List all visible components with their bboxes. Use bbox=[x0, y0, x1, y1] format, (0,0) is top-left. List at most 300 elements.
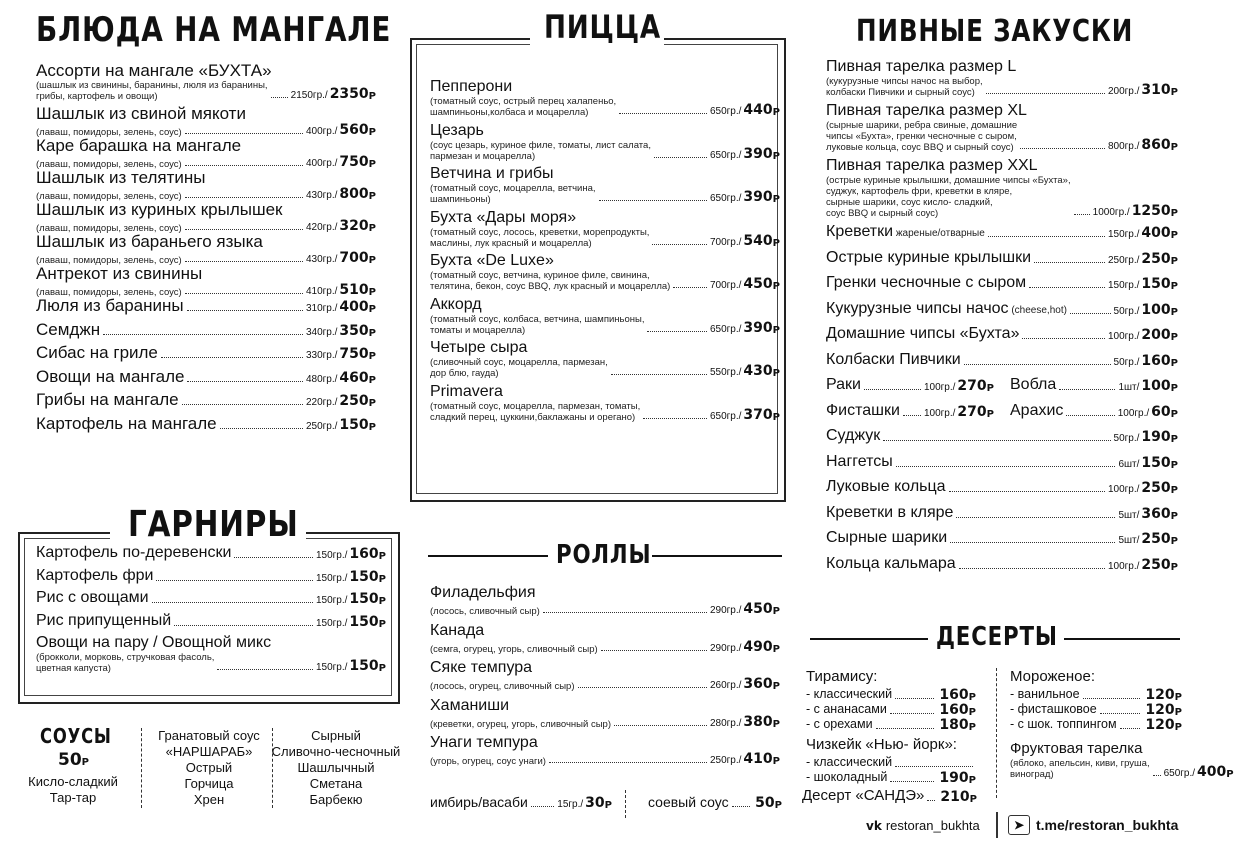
item-price: 150 bbox=[349, 613, 379, 630]
currency-sign: Р bbox=[1174, 707, 1182, 718]
dot-leader bbox=[220, 428, 303, 429]
roll-item bbox=[430, 734, 780, 767]
currency-sign: Р bbox=[1170, 208, 1178, 219]
item-weight: 100гр./ bbox=[1107, 560, 1140, 572]
item-price: 390 bbox=[743, 145, 773, 162]
item-price: 440 bbox=[743, 102, 773, 118]
currency-sign: Р bbox=[368, 374, 376, 386]
item-name: Шашлык из телятины bbox=[36, 168, 206, 187]
mangal-item bbox=[36, 233, 376, 266]
item-name: Шашлык из бараньего языка bbox=[36, 232, 263, 251]
item-weight: 250гр./ bbox=[709, 755, 742, 766]
sauce-name: Гранатовый соус bbox=[158, 728, 260, 743]
dot-leader bbox=[1100, 713, 1141, 714]
currency-sign: Р bbox=[968, 722, 976, 733]
item-name: Кольца кальмара bbox=[826, 554, 956, 572]
item-price-row bbox=[430, 640, 780, 655]
item-description: (креветки, огурец, угорь, сливочный сыр) bbox=[430, 718, 611, 730]
item-price: 250 bbox=[1141, 531, 1171, 547]
item-description: (томатный соус, моцарелла, пармезан, томаты, сладкий перец, цуккини,баклажаны и орегано) bbox=[430, 400, 641, 423]
item-price: 180 bbox=[939, 717, 969, 733]
pizza-item bbox=[430, 339, 780, 379]
item-name: Филадельфия bbox=[430, 584, 536, 601]
currency-sign: Р bbox=[1170, 485, 1178, 496]
dot-leader bbox=[152, 602, 313, 603]
item-price: 1250 bbox=[1131, 203, 1171, 219]
item-weight: 150гр./ bbox=[315, 595, 348, 606]
menu-item-row bbox=[826, 274, 1178, 292]
item-name: Шашлык из куриных крылышек bbox=[36, 200, 283, 219]
item-name: Четыре сыра bbox=[430, 339, 528, 356]
currency-sign: Р bbox=[1174, 722, 1182, 733]
garnish-item bbox=[36, 567, 386, 585]
currency-sign: Р bbox=[772, 281, 780, 292]
item-description: (кукурузные чипсы начос на выбор, колбаски Пивчики и сырный соус) bbox=[826, 76, 983, 98]
item-price-row bbox=[826, 175, 1178, 219]
item-weight: 650гр./ bbox=[1163, 768, 1196, 779]
dot-leader bbox=[864, 389, 921, 390]
mangal-item bbox=[36, 265, 376, 298]
beer-item bbox=[826, 223, 1178, 241]
item-price: 250 bbox=[1141, 556, 1171, 573]
item-description: (семга, огурец, угорь, сливочный сыр) bbox=[430, 643, 598, 655]
item-name: Антрекот из свинины bbox=[36, 264, 203, 283]
dot-leader bbox=[1066, 415, 1114, 416]
dot-leader bbox=[161, 357, 303, 358]
dot-leader bbox=[986, 93, 1105, 94]
currency-sign: Р bbox=[1170, 306, 1178, 318]
item-weight: 650гр./ bbox=[709, 149, 742, 161]
menu-item-row bbox=[826, 478, 1178, 496]
item-weight: 800гр./ bbox=[1107, 141, 1140, 152]
menu-item-row bbox=[826, 351, 1178, 369]
beer-pair-row bbox=[826, 376, 1178, 398]
dot-leader bbox=[185, 229, 303, 230]
menu-item-row bbox=[826, 249, 1178, 267]
item-price-row bbox=[430, 227, 780, 249]
beer-item bbox=[826, 58, 1178, 98]
dot-leader bbox=[927, 800, 935, 801]
item-price: 160 bbox=[1141, 352, 1171, 369]
item-price: 400 bbox=[339, 299, 369, 315]
item-weight: 50гр./ bbox=[1113, 433, 1140, 444]
menu-item-row bbox=[36, 368, 376, 386]
item-weight: 150гр./ bbox=[315, 662, 348, 673]
sauces-col1 bbox=[0, 774, 146, 806]
item-name: Пивная тарелка размер XXL bbox=[826, 157, 1038, 174]
item-price: 120 bbox=[1145, 687, 1175, 703]
sauce-name: Шашлычный bbox=[297, 760, 375, 775]
sauces-title: СОУСЫ bbox=[40, 724, 112, 748]
item-price: 370 bbox=[743, 406, 773, 423]
item-price-row bbox=[430, 602, 780, 617]
rolls-extra-ginger: имбирь/васаби 15гр./ 30 Р bbox=[430, 794, 612, 811]
menu-item-row bbox=[36, 544, 386, 562]
item-name: Фисташки bbox=[826, 401, 900, 419]
item-name: Наггетсы bbox=[826, 452, 893, 470]
item-description: (соус цезарь, куриное филе, томаты, лист салата, пармезан и моцарелла) bbox=[430, 139, 651, 162]
mangal-item bbox=[36, 391, 376, 409]
tg-link[interactable] bbox=[1008, 815, 1178, 835]
rolls-title: РОЛЛЫ bbox=[556, 540, 652, 570]
rolls-rule-right bbox=[652, 555, 782, 557]
pizza-title: ПИЦЦА bbox=[544, 8, 662, 46]
menu-item-row bbox=[36, 297, 376, 315]
item-description: (лаваш, помидоры, зелень, соус) bbox=[36, 287, 182, 298]
item-name: Овощи на пару / Овощной микс bbox=[36, 634, 272, 651]
item-weight: 480гр./ bbox=[305, 373, 338, 385]
mangal-title: БЛЮДА НА МАНГАЛЕ bbox=[36, 10, 392, 50]
pizza-item bbox=[430, 383, 780, 423]
currency-sign: Р bbox=[1170, 87, 1178, 98]
dot-leader bbox=[647, 331, 706, 332]
item-weight: 200гр./ bbox=[1107, 86, 1140, 97]
beer-pair-right bbox=[1010, 376, 1178, 394]
item-price: 360 bbox=[1141, 505, 1171, 522]
item-weight: 430гр./ bbox=[305, 190, 338, 201]
item-name: Пивная тарелка размер XL bbox=[826, 102, 1027, 119]
mangal-item bbox=[36, 415, 376, 433]
item-name: Шашлык из свиной мякоти bbox=[36, 104, 246, 123]
currency-sign: Р bbox=[772, 718, 780, 730]
item-weight: 50гр./ bbox=[1113, 356, 1140, 368]
desserts-divider bbox=[996, 668, 997, 798]
dot-leader bbox=[964, 364, 1111, 365]
item-name: Сырные шарики bbox=[826, 529, 948, 546]
beer-item bbox=[826, 529, 1178, 547]
item-description: (томатный соус, лосось, креветки, морепродукты, маслины, лук красный и моцарелла) bbox=[430, 226, 650, 249]
pizza-item bbox=[430, 296, 780, 336]
tg-handle: t.me/restoran_bukhta bbox=[1036, 817, 1179, 833]
item-price: 860 bbox=[1141, 137, 1171, 153]
dessert-group-title: Мороженое: bbox=[1010, 668, 1096, 685]
vk-handle: restoran_bukhta bbox=[885, 818, 980, 833]
item-description: (лаваш, помидоры, зелень, соус) bbox=[36, 223, 182, 234]
item-price-row bbox=[430, 715, 780, 730]
rolls-list bbox=[430, 584, 780, 774]
item-name: Канада bbox=[430, 621, 485, 639]
currency-sign: Р bbox=[772, 606, 780, 617]
item-name: Колбаски Пивчики bbox=[826, 350, 961, 368]
item-price: 390 bbox=[743, 189, 773, 205]
item-weight: 150гр./ bbox=[1107, 229, 1140, 240]
beer-item bbox=[826, 555, 1178, 573]
item-price: 410 bbox=[743, 751, 773, 767]
item-description: (лаваш, помидоры, зелень, соус) bbox=[36, 191, 182, 202]
mangal-item bbox=[36, 201, 376, 234]
mangal-item bbox=[36, 368, 376, 386]
item-name: Грибы на мангале bbox=[36, 390, 179, 409]
item-weight: 700гр./ bbox=[709, 236, 742, 248]
item-description: (томатный соус, колбаса, ветчина, шампиньоны, томаты и моцарелла) bbox=[430, 313, 645, 336]
currency-sign: Р bbox=[772, 107, 780, 118]
dot-leader bbox=[217, 669, 313, 670]
currency-sign: Р bbox=[1226, 769, 1234, 780]
item-price: 390 bbox=[743, 319, 773, 336]
pizza-item bbox=[430, 122, 780, 162]
beer-item bbox=[826, 504, 1178, 522]
mangal-item bbox=[36, 62, 376, 102]
item-weight: 250гр./ bbox=[1107, 254, 1140, 266]
item-name: Раки bbox=[826, 376, 861, 393]
dot-leader bbox=[903, 415, 921, 416]
rolls-extra-divider bbox=[625, 790, 626, 818]
dot-leader bbox=[1029, 287, 1105, 288]
dot-leader bbox=[187, 381, 302, 382]
dot-leader bbox=[890, 713, 935, 714]
item-price: 190 bbox=[1141, 429, 1171, 445]
telegram-icon: ➤ bbox=[1008, 815, 1030, 835]
beer-list bbox=[826, 58, 1178, 608]
currency-sign: Р bbox=[1170, 561, 1178, 573]
item-weight: 650гр./ bbox=[709, 106, 742, 117]
item-weight: 340гр./ bbox=[305, 326, 338, 338]
item-price: 460 bbox=[339, 369, 369, 386]
dot-leader bbox=[185, 165, 303, 166]
currency-sign: Р bbox=[772, 411, 780, 423]
dessert-group-title: Чизкейк «Нью- йорк»: bbox=[806, 736, 957, 753]
item-weight: 280гр./ bbox=[709, 717, 742, 729]
currency-sign: Р bbox=[368, 398, 376, 409]
sauces-col2 bbox=[146, 728, 272, 808]
item-name: Сибас на гриле bbox=[36, 343, 158, 362]
item-description: (брокколи, морковь, стручковая фасоль, цветная капуста) bbox=[36, 652, 215, 674]
item-price-row bbox=[430, 314, 780, 336]
menu-item-row bbox=[36, 344, 376, 362]
item-weight: 150гр./ bbox=[315, 617, 348, 629]
dot-leader bbox=[652, 244, 707, 245]
item-price: 800 bbox=[339, 186, 369, 202]
item-weight: 260гр./ bbox=[709, 680, 742, 691]
item-weight: 50гр./ bbox=[1113, 305, 1140, 317]
item-name: Картофель на мангале bbox=[36, 413, 217, 433]
mangal-item bbox=[36, 344, 376, 362]
dot-leader bbox=[185, 293, 303, 294]
item-name: Пивная тарелка размер L bbox=[826, 58, 1017, 75]
pizza-item bbox=[430, 252, 780, 292]
dot-leader bbox=[543, 612, 707, 613]
currency-sign: Р bbox=[368, 421, 376, 433]
beer-item bbox=[826, 157, 1178, 219]
sauces-price: 50Р bbox=[58, 750, 90, 770]
sauce-name: Кисло-сладкий bbox=[28, 774, 118, 789]
item-description: (угорь, огурец, соус унаги) bbox=[430, 756, 546, 767]
dot-leader bbox=[601, 650, 707, 651]
dessert-item bbox=[1010, 715, 1182, 733]
pizza-item bbox=[430, 209, 780, 249]
desserts-left bbox=[802, 668, 977, 818]
desserts-rule-left bbox=[810, 638, 928, 640]
desserts-rule-right bbox=[1064, 638, 1180, 640]
item-weight: 410гр./ bbox=[305, 286, 338, 297]
menu-item-row bbox=[36, 321, 376, 339]
item-weight: 700гр./ bbox=[709, 280, 742, 291]
item-price: 380 bbox=[743, 713, 773, 730]
item-price: 270 bbox=[957, 403, 987, 420]
item-name: Каре барашка на мангале bbox=[36, 136, 242, 155]
item-weight: 290гр./ bbox=[709, 642, 742, 654]
item-name: Кукурузные чипсы начос (cheese,hot) bbox=[826, 299, 1067, 317]
item-weight: 650гр./ bbox=[709, 193, 742, 204]
item-name: Бухта «De Luxe» bbox=[430, 252, 554, 269]
dot-leader bbox=[614, 725, 707, 726]
item-name: Рис с овощами bbox=[36, 589, 149, 606]
item-weight: 430гр./ bbox=[305, 254, 338, 265]
currency-sign: Р bbox=[1170, 255, 1178, 267]
currency-sign: Р bbox=[1170, 510, 1178, 522]
currency-sign: Р bbox=[772, 643, 780, 655]
garnish-title: ГАРНИРЫ bbox=[128, 504, 299, 545]
item-name: Семджн bbox=[36, 319, 101, 339]
beer-pair-right bbox=[1010, 402, 1178, 420]
item-price: 160 bbox=[939, 687, 969, 703]
item-price: 320 bbox=[339, 218, 369, 234]
menu-item-row bbox=[826, 453, 1178, 471]
item-price: 160 bbox=[939, 702, 969, 718]
item-description: (лосось, сливочный сыр) bbox=[430, 606, 540, 617]
sauce-name: Тар-тар bbox=[49, 790, 97, 805]
garnish-item bbox=[36, 612, 386, 630]
beer-title: ПИВНЫЕ ЗАКУСКИ bbox=[856, 14, 1134, 49]
currency-sign: Р bbox=[378, 551, 386, 562]
currency-sign: Р bbox=[378, 618, 386, 630]
item-price-row bbox=[826, 120, 1178, 153]
currency-sign: Р bbox=[368, 255, 376, 266]
item-weight: 250гр./ bbox=[305, 420, 338, 432]
item-weight: 1шт/ bbox=[1118, 382, 1140, 393]
roll-item bbox=[430, 697, 780, 730]
item-description: (сливочный соус, моцарелла, пармезан, дор блю, гауда) bbox=[430, 357, 608, 379]
beer-item bbox=[826, 300, 1178, 318]
mangal-item bbox=[36, 105, 376, 138]
item-name: Рис припущенный bbox=[36, 611, 172, 629]
dot-leader bbox=[1059, 389, 1115, 390]
item-weight: 100гр./ bbox=[923, 407, 956, 419]
item-name: Острые куриные крылышки bbox=[826, 248, 1032, 266]
dot-leader bbox=[896, 466, 1116, 467]
item-name: Пепперони bbox=[430, 78, 513, 95]
dot-leader bbox=[1034, 262, 1105, 263]
currency-sign: Р bbox=[968, 707, 976, 718]
beer-item bbox=[826, 351, 1178, 369]
beer-item bbox=[826, 427, 1178, 445]
dot-leader bbox=[1022, 338, 1105, 339]
item-name: Креветки жареные/отварные bbox=[826, 223, 985, 240]
item-price-row bbox=[430, 140, 780, 162]
item-weight: 400гр./ bbox=[305, 158, 338, 169]
currency-sign: Р bbox=[368, 159, 376, 170]
item-price: 310 bbox=[1141, 82, 1171, 98]
beer-item bbox=[826, 325, 1178, 343]
item-price: 250 bbox=[339, 393, 369, 409]
item-weight: 420гр./ bbox=[305, 222, 338, 233]
item-weight: 6шт/ bbox=[1118, 458, 1140, 470]
dessert-item bbox=[806, 715, 976, 733]
item-note: (cheese,hot) bbox=[1008, 304, 1067, 316]
dot-leader bbox=[890, 781, 934, 782]
item-price: 490 bbox=[743, 638, 773, 655]
item-weight: 650гр./ bbox=[709, 410, 742, 422]
item-name: - ванильное bbox=[1010, 687, 1080, 701]
item-weight: 400гр./ bbox=[305, 126, 338, 137]
dot-leader bbox=[654, 157, 707, 158]
item-price: 750 bbox=[339, 346, 369, 362]
item-description: (лосось, огурец, сливочный сыр) bbox=[430, 681, 575, 692]
currency-sign: Р bbox=[1170, 408, 1178, 420]
sauces-divider-1 bbox=[141, 728, 142, 808]
item-name: Картофель по-деревенски bbox=[36, 544, 232, 561]
item-weight: 150гр./ bbox=[315, 550, 348, 561]
currency-sign: Р bbox=[968, 692, 976, 703]
item-price: 190 bbox=[939, 770, 969, 786]
item-name: Хаманиши bbox=[430, 696, 510, 714]
menu-item-row bbox=[826, 555, 1178, 573]
menu-item-row bbox=[36, 589, 386, 607]
mangal-item bbox=[36, 137, 376, 170]
currency-sign: Р bbox=[1170, 142, 1178, 153]
item-price: 150 bbox=[339, 416, 369, 433]
dot-leader bbox=[1083, 698, 1141, 699]
currency-sign: Р bbox=[368, 223, 376, 234]
currency-sign: Р bbox=[969, 794, 977, 805]
currency-sign: Р bbox=[986, 408, 994, 420]
item-name: Ассорти на мангале «БУХТА» bbox=[36, 61, 272, 80]
menu-item-row bbox=[36, 567, 386, 585]
beer-item bbox=[826, 274, 1178, 292]
currency-sign: Р bbox=[772, 194, 780, 205]
garnish-item bbox=[36, 589, 386, 607]
dessert-item bbox=[806, 768, 976, 786]
item-price-row bbox=[430, 96, 780, 118]
item-price: 270 bbox=[957, 378, 987, 394]
item-price: 250 bbox=[1141, 480, 1171, 496]
dot-leader bbox=[643, 418, 707, 419]
item-description: (яблоко, апельсин, киви, груша, виноград) bbox=[1010, 758, 1150, 780]
currency-sign: Р bbox=[1170, 383, 1178, 394]
item-name: - с шок. топпингом bbox=[1010, 717, 1117, 731]
dot-leader bbox=[185, 133, 303, 134]
item-price: 100 bbox=[1141, 301, 1171, 318]
dot-leader bbox=[185, 197, 303, 198]
menu-item-row bbox=[36, 612, 386, 630]
dot-leader bbox=[549, 762, 707, 763]
sauce-name: Острый bbox=[185, 760, 233, 775]
dot-leader bbox=[578, 687, 707, 688]
item-price-row bbox=[430, 270, 780, 292]
currency-sign: Р bbox=[986, 383, 994, 394]
currency-sign: Р bbox=[772, 150, 780, 162]
beer-pair-left bbox=[826, 376, 994, 394]
item-weight: 100гр./ bbox=[1107, 484, 1140, 495]
item-name: Суджук bbox=[826, 427, 881, 444]
item-weight: 100гр./ bbox=[923, 382, 956, 393]
currency-sign: Р bbox=[968, 775, 976, 786]
vk-link[interactable] bbox=[866, 818, 980, 833]
item-price: 400 bbox=[1141, 225, 1171, 241]
dot-leader bbox=[1020, 148, 1105, 149]
dot-leader bbox=[988, 236, 1105, 237]
item-name: Картофель фри bbox=[36, 566, 154, 584]
mangal-item bbox=[36, 169, 376, 202]
item-price-row bbox=[430, 401, 780, 423]
dot-leader bbox=[895, 698, 934, 699]
item-price-row bbox=[430, 357, 780, 379]
item-name: Вобла bbox=[1010, 376, 1057, 393]
item-price-row bbox=[36, 80, 376, 102]
roll-item bbox=[430, 622, 780, 655]
item-name: - фисташковое bbox=[1010, 702, 1097, 716]
item-weight: 100гр./ bbox=[1107, 331, 1140, 342]
